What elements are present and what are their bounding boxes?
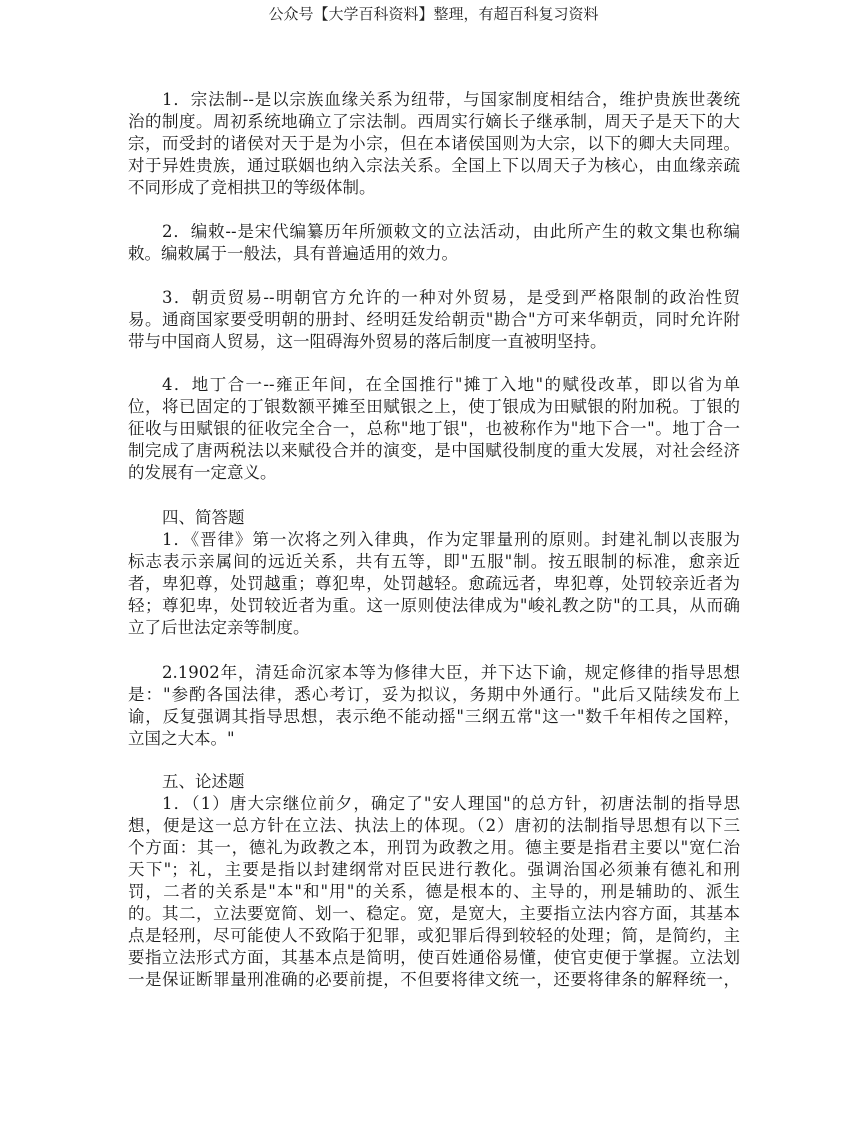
text-line: 易。通商国家要受明朝的册封、经明廷发给朝贡"勘合"方可来华朝贡，同时允许附	[128, 310, 740, 329]
text-line: 的。其二，立法要宽简、划一、稳定。宽，是宽大，主要指立法内容方面，其基本	[128, 904, 740, 923]
text-line: 个方面：其一，德礼为政教之本，刑罚为政教之用。德主要是指君主要以"宽仁治	[128, 838, 740, 857]
text-line: 4．地丁合一--雍正年间，在全国推行"摊丁入地"的赋役改革，即以省为单	[162, 375, 740, 394]
text-line: 制完成了唐两税法以来赋役合并的演变，是中国赋役制度的重大发展，对社会经济	[128, 441, 740, 460]
text-line: 1．（1）唐大宗继位前夕，确定了"安人理国"的总方针，初唐法制的指导思	[162, 794, 740, 813]
section-short-answer	[128, 507, 740, 639]
para-dingdi	[128, 374, 740, 484]
text-line: 1．《晋律》第一次将之列入律典，作为定罪量刑的原则。封建礼制以丧服为	[162, 530, 740, 549]
text-line: 敕。编敕属于一般法，具有普遍适用的效力。	[128, 244, 458, 263]
text-line: 者，卑犯尊，处罚越重；尊犯卑，处罚越轻。愈疏远者，卑犯尊，处罚较亲近者为	[128, 574, 740, 593]
text-line: 轻；尊犯卑，处罚较近者为重。这一原则使法律成为"峻礼教之防"的工具，从而确	[128, 596, 740, 615]
text-line: 的发展有一定意义。	[128, 463, 277, 482]
page-header: 公众号【大学百科资料】整理，有超百科复习资料	[268, 5, 599, 23]
para-xiulv	[128, 662, 740, 750]
text-line: 征收与田赋银的征收完全合一，总称"地丁银"，也被称作为"地下合一"。地丁合一	[128, 419, 740, 438]
text-line: 对于异姓贵族，通过联姻也纳入宗法关系。全国上下以周天子为核心，由血缘亲疏	[128, 156, 740, 175]
text-line: 2．编敕--是宋代编纂历年所颁敕文的立法活动，由此所产生的敕文集也称编	[162, 222, 740, 241]
text-line: 想，便是这一总方针在立法、执法上的体现。（2）唐初的法制指导思想有以下三	[128, 816, 740, 835]
text-line: 宗，而受封的诸侯对天于是为小宗，但在本诸侯国则为大宗，以下的卿大夫同理。	[128, 134, 740, 153]
text-line: 点是轻刑，尽可能使人不致陷于犯罪，或犯罪后得到较轻的处理；简，是简约，主	[128, 926, 740, 945]
para-bianchi	[128, 221, 740, 265]
text-line: 1．宗法制--是以宗族血缘关系为纽带，与国家制度相结合，维护贵族世袭统	[162, 90, 740, 109]
text-line: 2.1902年，清廷命沉家本等为修律大臣，并下达下谕，规定修律的指导思想	[162, 663, 740, 682]
text-line: 立了后世法定亲等制度。	[128, 618, 310, 637]
text-line: 带与中国商人贸易，这一阻碍海外贸易的落后制度一直被明坚持。	[128, 332, 607, 351]
text-line: 位，将已固定的丁银数额平摊至田赋银之上，使丁银成为田赋银的附加税。丁银的	[128, 397, 740, 416]
text-line: 不同形成了竞相拱卫的等级体制。	[128, 178, 376, 197]
text-line: 谕，反复强调其指导思想，表示绝不能动摇"三纲五常"这一"数千年相传之国粹，	[128, 707, 740, 726]
text-line: 四、简答题	[162, 508, 245, 527]
text-line: 3．朝贡贸易--明朝官方允许的一种对外贸易，是受到严格限制的政治性贸	[162, 288, 740, 307]
text-line: 要指立法形式方面，其基本点是简明，使百姓通俗易懂，使官吏便于掌握。立法划	[128, 948, 740, 967]
text-line: 五、论述题	[162, 772, 245, 791]
text-line: 罚，二者的关系是"本"和"用"的关系，德是根本的、主导的，刑是辅助的、派生	[128, 882, 740, 901]
para-zongfa	[128, 89, 740, 199]
text-line: 是："参酌各国法律，悉心考订，妥为拟议，务期中外通行。"此后又陆续发布上	[128, 685, 740, 704]
text-line: 标志表示亲属间的远近关系，共有五等，即"五服"制。按五眼制的标准，愈亲近	[128, 552, 740, 571]
text-line: 立国之大本。"	[128, 729, 235, 748]
text-line: 治的制度。周初系统地确立了宗法制。西周实行嫡长子继承制，周天子是天下的大	[128, 112, 740, 131]
text-line: 一是保证断罪量刑准确的必要前提，不但要将律文统一，还要将律条的解释统一，	[128, 970, 740, 989]
text-line: 天下"；礼，主要是指以封建纲常对臣民进行教化。强调治国必须兼有德礼和刑	[128, 860, 740, 879]
para-chaogong	[128, 287, 740, 353]
section-essay	[128, 771, 740, 991]
